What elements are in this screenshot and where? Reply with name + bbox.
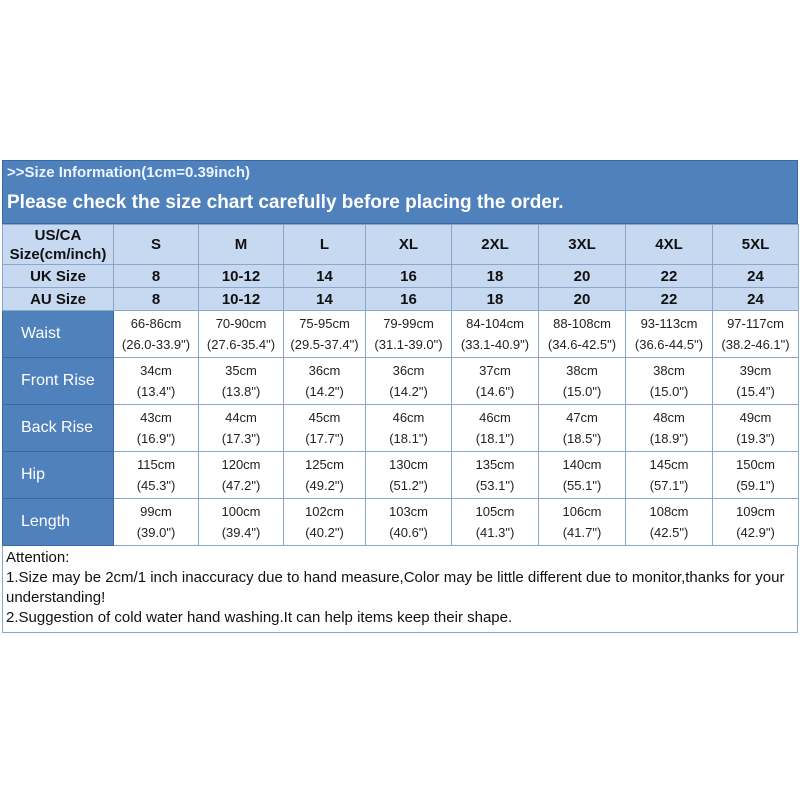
banner-title: Please check the size chart carefully before placing the order. xyxy=(7,192,564,213)
inch-value: (18.1") xyxy=(389,431,428,446)
measurement-cell xyxy=(366,452,452,499)
conversion-value: 22 xyxy=(626,265,713,288)
inch-value: (47.2") xyxy=(221,478,261,493)
cm-value: 125cm xyxy=(304,457,345,472)
measurement-row xyxy=(3,452,799,499)
conversion-value: 8 xyxy=(114,265,199,288)
measurement-cell xyxy=(284,405,366,452)
cm-value: 44cm xyxy=(225,410,257,425)
cm-value: 105cm xyxy=(475,504,515,519)
conversion-label: AU Size xyxy=(3,288,114,311)
inch-value: (53.1") xyxy=(475,478,515,493)
measurement-cell xyxy=(199,358,284,405)
measurement-label: Back Rise xyxy=(3,405,114,452)
banner xyxy=(2,160,798,224)
us-size-label: US/CA xyxy=(34,226,82,244)
conversion-value: 20 xyxy=(539,265,626,288)
measurement-label: Front Rise xyxy=(3,358,114,405)
measurement-cell xyxy=(713,405,799,452)
inch-value: (49.2") xyxy=(305,478,344,493)
conversion-row xyxy=(3,265,799,288)
measurement-cell xyxy=(366,311,452,358)
cm-value: 34cm xyxy=(140,363,172,378)
banner-subtitle: >>Size Information(1cm=0.39inch) xyxy=(7,164,250,181)
inch-value: (14.2") xyxy=(389,384,428,399)
conversion-value: 10-12 xyxy=(199,265,284,288)
cm-value: 36cm xyxy=(308,363,341,378)
inch-value: (38.2-46.1") xyxy=(721,337,790,352)
measurement-row xyxy=(3,405,799,452)
size-table xyxy=(2,224,799,546)
measurement-cell xyxy=(452,311,539,358)
measurement-cell xyxy=(199,499,284,546)
conversion-value: 14 xyxy=(284,265,366,288)
inch-value: (27.6-35.4") xyxy=(206,337,276,352)
inch-value: (31.1-39.0") xyxy=(374,337,443,352)
measurement-cell xyxy=(452,452,539,499)
inch-value: (14.2") xyxy=(305,384,344,399)
inch-value: (39.0") xyxy=(136,525,176,540)
measurement-label: Waist xyxy=(3,311,114,358)
inch-value: (15.4") xyxy=(736,384,775,399)
inch-value: (40.2") xyxy=(305,525,344,540)
measurement-cell xyxy=(713,358,799,405)
cm-value: 49cm xyxy=(739,410,772,425)
cm-value: 93-113cm xyxy=(640,316,698,331)
inch-value: (18.1") xyxy=(475,431,515,446)
measurement-row xyxy=(3,311,799,358)
inch-value: (14.6") xyxy=(475,384,515,399)
size-col-header: XL xyxy=(366,225,452,265)
measurement-cell xyxy=(539,452,626,499)
conversion-value: 24 xyxy=(713,265,799,288)
inch-value: (42.5") xyxy=(649,525,689,540)
inch-value: (39.4") xyxy=(221,525,261,540)
size-col-header: 4XL xyxy=(626,225,713,265)
cm-value: 150cm xyxy=(735,457,776,472)
inch-value: (19.3") xyxy=(736,431,775,446)
measurement-cell xyxy=(539,405,626,452)
inch-value: (18.9") xyxy=(649,431,689,446)
measurement-cell xyxy=(626,405,713,452)
cm-value: 43cm xyxy=(140,410,172,425)
inch-value: (16.9") xyxy=(136,431,176,446)
inch-value: (17.7") xyxy=(305,431,344,446)
unit-label: Size(cm/inch) xyxy=(9,245,107,263)
measurement-cell xyxy=(539,311,626,358)
measurement-cell xyxy=(114,499,199,546)
cm-value: 39cm xyxy=(739,363,772,378)
note-item: 1.Size may be 2cm/1 inch inaccuracy due to hand measure,Color may be little different due to monitor,thanks for your understanding! xyxy=(6,569,785,606)
size-chart xyxy=(2,160,798,633)
conversion-value: 24 xyxy=(713,288,799,311)
inch-value: (33.1-40.9") xyxy=(460,337,530,352)
cm-value: 36cm xyxy=(392,363,425,378)
conversion-value: 22 xyxy=(626,288,713,311)
cm-value: 46cm xyxy=(392,410,425,425)
measurement-cell xyxy=(539,358,626,405)
cm-value: 38cm xyxy=(566,363,598,378)
cm-value: 100cm xyxy=(221,504,261,519)
inch-value: (41.7") xyxy=(562,525,602,540)
conversion-value: 18 xyxy=(452,265,539,288)
inch-value: (40.6") xyxy=(389,525,428,540)
us-size-header xyxy=(3,225,114,265)
inch-value: (15.0") xyxy=(562,384,602,399)
size-col-header: L xyxy=(284,225,366,265)
cm-value: 75-95cm xyxy=(299,316,350,331)
inch-value: (26.0-33.9") xyxy=(121,337,191,352)
measurement-rows xyxy=(3,311,799,546)
cm-value: 70-90cm xyxy=(215,316,267,331)
measurement-cell xyxy=(539,499,626,546)
cm-value: 97-117cm xyxy=(727,316,784,331)
conversion-row xyxy=(3,288,799,311)
cm-value: 130cm xyxy=(388,457,429,472)
cm-value: 47cm xyxy=(566,410,598,425)
inch-value: (17.3") xyxy=(221,431,261,446)
conversion-value: 20 xyxy=(539,288,626,311)
cm-value: 106cm xyxy=(562,504,602,519)
cm-value: 48cm xyxy=(653,410,685,425)
note-item: 2.Suggestion of cold water hand washing.It can help items keep their shape. xyxy=(6,609,513,626)
measurement-cell xyxy=(284,452,366,499)
measurement-row xyxy=(3,358,799,405)
measurement-label: Hip xyxy=(3,452,114,499)
inch-value: (13.8") xyxy=(221,384,261,399)
cm-value: 37cm xyxy=(479,363,511,378)
inch-value: (42.9") xyxy=(736,525,775,540)
conversion-value: 16 xyxy=(366,288,452,311)
measurement-cell xyxy=(452,358,539,405)
cm-value: 102cm xyxy=(304,504,345,519)
cm-value: 109cm xyxy=(735,504,776,519)
cm-value: 103cm xyxy=(388,504,429,519)
conversion-value: 14 xyxy=(284,288,366,311)
cm-value: 35cm xyxy=(225,363,257,378)
inch-value: (15.0") xyxy=(649,384,689,399)
inch-value: (51.2") xyxy=(389,478,428,493)
conversion-value: 18 xyxy=(452,288,539,311)
measurement-cell xyxy=(199,452,284,499)
cm-value: 108cm xyxy=(649,504,689,519)
inch-value: (18.5") xyxy=(562,431,602,446)
cm-value: 84-104cm xyxy=(466,316,524,331)
measurement-cell xyxy=(284,499,366,546)
inch-value: (57.1") xyxy=(649,478,689,493)
measurement-cell xyxy=(114,311,199,358)
cm-value: 38cm xyxy=(653,363,685,378)
measurement-cell xyxy=(366,499,452,546)
conversion-rows xyxy=(3,265,799,311)
cm-value: 45cm xyxy=(308,410,341,425)
conversion-value: 10-12 xyxy=(199,288,284,311)
conversion-label: UK Size xyxy=(3,265,114,288)
measurement-cell xyxy=(199,311,284,358)
measurement-cell xyxy=(713,311,799,358)
measurement-label: Length xyxy=(3,499,114,546)
measurement-cell xyxy=(452,499,539,546)
inch-value: (34.6-42.5") xyxy=(547,337,617,352)
cm-value: 135cm xyxy=(475,457,515,472)
measurement-cell xyxy=(626,499,713,546)
inch-value: (55.1") xyxy=(562,478,602,493)
inch-value: (13.4") xyxy=(136,384,176,399)
inch-value: (41.3") xyxy=(475,525,515,540)
conversion-value: 16 xyxy=(366,265,452,288)
cm-value: 66-86cm xyxy=(130,316,182,331)
measurement-cell xyxy=(114,452,199,499)
size-col-header: M xyxy=(199,225,284,265)
measurement-cell xyxy=(199,405,284,452)
inch-value: (29.5-37.4") xyxy=(290,337,359,352)
size-col-header: S xyxy=(114,225,199,265)
measurement-cell xyxy=(366,405,452,452)
cm-value: 145cm xyxy=(649,457,689,472)
measurement-cell xyxy=(626,311,713,358)
cm-value: 46cm xyxy=(479,410,511,425)
measurement-cell xyxy=(626,358,713,405)
inch-value: (45.3") xyxy=(136,478,176,493)
measurement-cell xyxy=(626,452,713,499)
attention-notes xyxy=(2,546,798,633)
measurement-cell xyxy=(713,452,799,499)
inch-value: (59.1") xyxy=(736,478,775,493)
us-size-row xyxy=(3,225,799,265)
measurement-cell xyxy=(114,358,199,405)
conversion-value: 8 xyxy=(114,288,199,311)
measurement-cell xyxy=(284,358,366,405)
cm-value: 140cm xyxy=(562,457,602,472)
size-header-rows xyxy=(3,225,799,265)
measurement-cell xyxy=(452,405,539,452)
size-col-header: 3XL xyxy=(539,225,626,265)
size-col-header: 2XL xyxy=(452,225,539,265)
measurement-cell xyxy=(713,499,799,546)
cm-value: 99cm xyxy=(140,504,172,519)
cm-value: 115cm xyxy=(136,457,176,472)
cm-value: 88-108cm xyxy=(553,316,611,331)
inch-value: (36.6-44.5") xyxy=(634,337,704,352)
measurement-cell xyxy=(284,311,366,358)
cm-value: 79-99cm xyxy=(383,316,434,331)
measurement-cell xyxy=(366,358,452,405)
measurement-cell xyxy=(114,405,199,452)
cm-value: 120cm xyxy=(221,457,261,472)
size-col-header: 5XL xyxy=(713,225,799,265)
measurement-row xyxy=(3,499,799,546)
notes-heading: Attention: xyxy=(6,549,70,566)
